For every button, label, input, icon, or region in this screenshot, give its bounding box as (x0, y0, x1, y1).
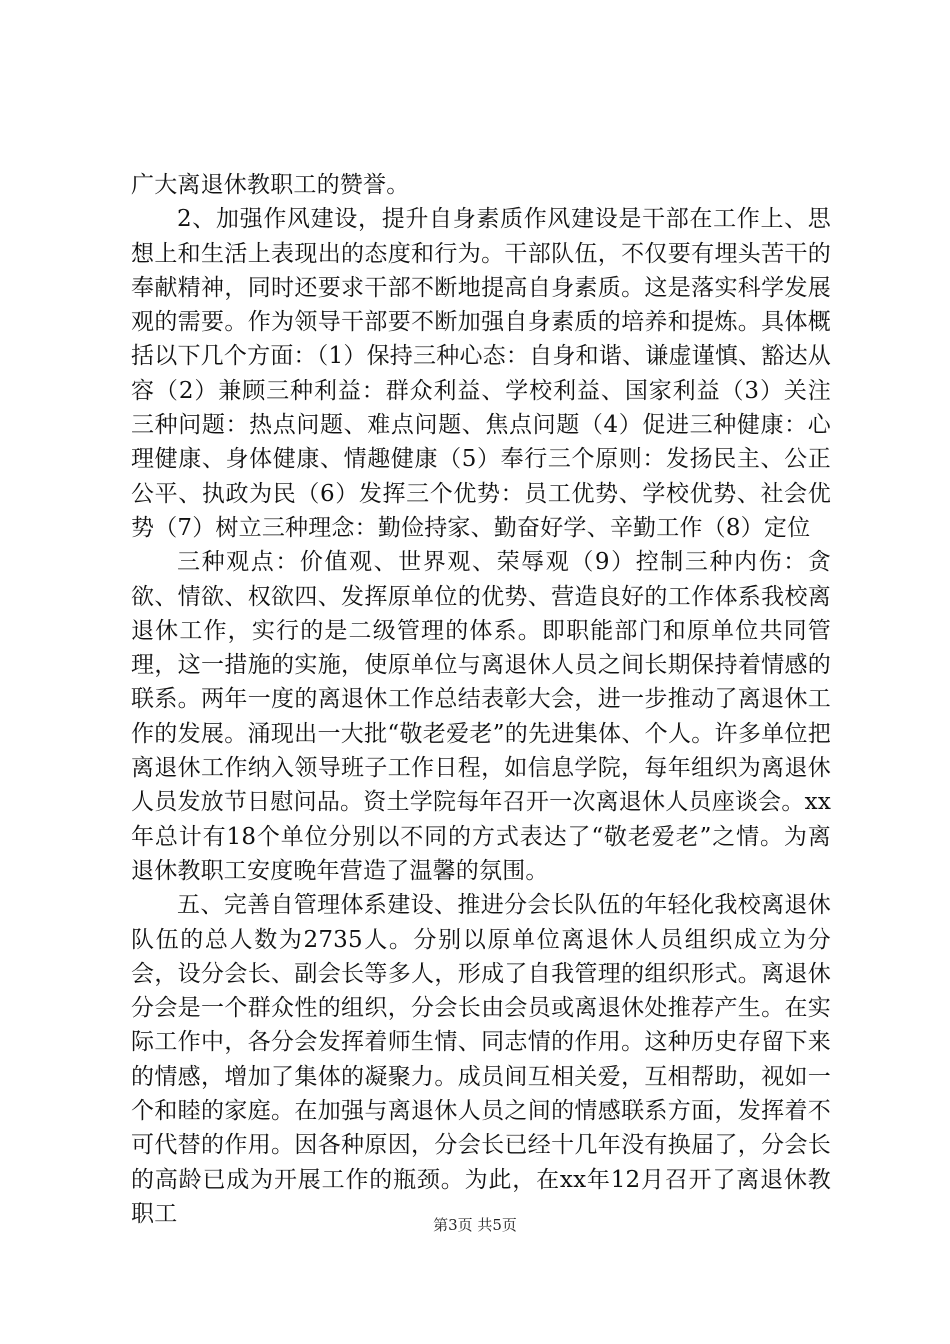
document-body (131, 168, 831, 1231)
paragraph-continuation: 广大离退休教职工的赞誉。 (131, 172, 410, 198)
page-number-footer: 第3页 共5页 (433, 1216, 517, 1234)
paragraph-self-management: 五、完善自管理体系建设、推进分会长队伍的年轻化我校离退休队伍的总人数为2735人。分别以原单位离退休人员组织成立为分会，设分会长、副会长等多人，形成了自我管理的组织形式。离退休分会是一个群众性的组织，分会长由会员或离退休处推荐产生。在实际工作中，各分会发挥着师生情、同志情的作用。这种历史存留下来的情感，增加了集体的凝聚力。成员间互相关爱，互相帮助，视如一个和睦的家庭。在加强与离退休人员之间的情感联系方面，发挥着不可代替的作用。因各种原因，分会长已经十几年没有换届了，分会长的高龄已成为开展工作的瓶颈。为此，在xx年12月召开了离退休教职工 (131, 892, 831, 1227)
paragraph-three-viewpoints: 三种观点：价值观、世界观、荣辱观（9）控制三种内伤：贪欲、情欲、权欲四、发挥原单位的优势、营造良好的工作体系我校离退休工作，实行的是二级管理的体系。即职能部门和原单位共同管理，这一措施的实施，使原单位与离退休人员之间长期保持着情感的联系。两年一度的离退休工作总结表彰大会，进一步推动了离退休工作的发展。涌现出一大批“敬老爱老”的先进集体、个人。许多单位把离退休工作纳入领导班子工作日程，如信息学院，每年组织为离退休人员发放节日慰问品。资土学院每年召开一次离退休人员座谈会。xx年总计有18个单位分别以不同的方式表达了“敬老爱老”之情。为离退休教职工安度晚年营造了温馨的氛围。 (131, 549, 831, 884)
paragraph-style-building: 2、加强作风建设，提升自身素质作风建设是干部在工作上、思想上和生活上表现出的态度和行为。干部队伍，不仅要有埋头苦干的奉献精神，同时还要求干部不断地提高自身素质。这是落实科学发展观的需要。作为领导干部要不断加强自身素质的培养和提炼。具体概括以下几个方面：（1）保持三种心态：自身和谐、谦虚谨慎、豁达从容（2）兼顾三种利益：群众利益、学校利益、国家利益（3）关注三种问题：热点问题、难点问题、焦点问题（4）促进三种健康：心理健康、身体健康、情趣健康（5）奉行三个原则：发扬民主、公正公平、执政为民（6）发挥三个优势：员工优势、学校优势、社会优势（7）树立三种理念：勤俭持家、勤奋好学、辛勤工作（8）定位 (131, 206, 831, 541)
